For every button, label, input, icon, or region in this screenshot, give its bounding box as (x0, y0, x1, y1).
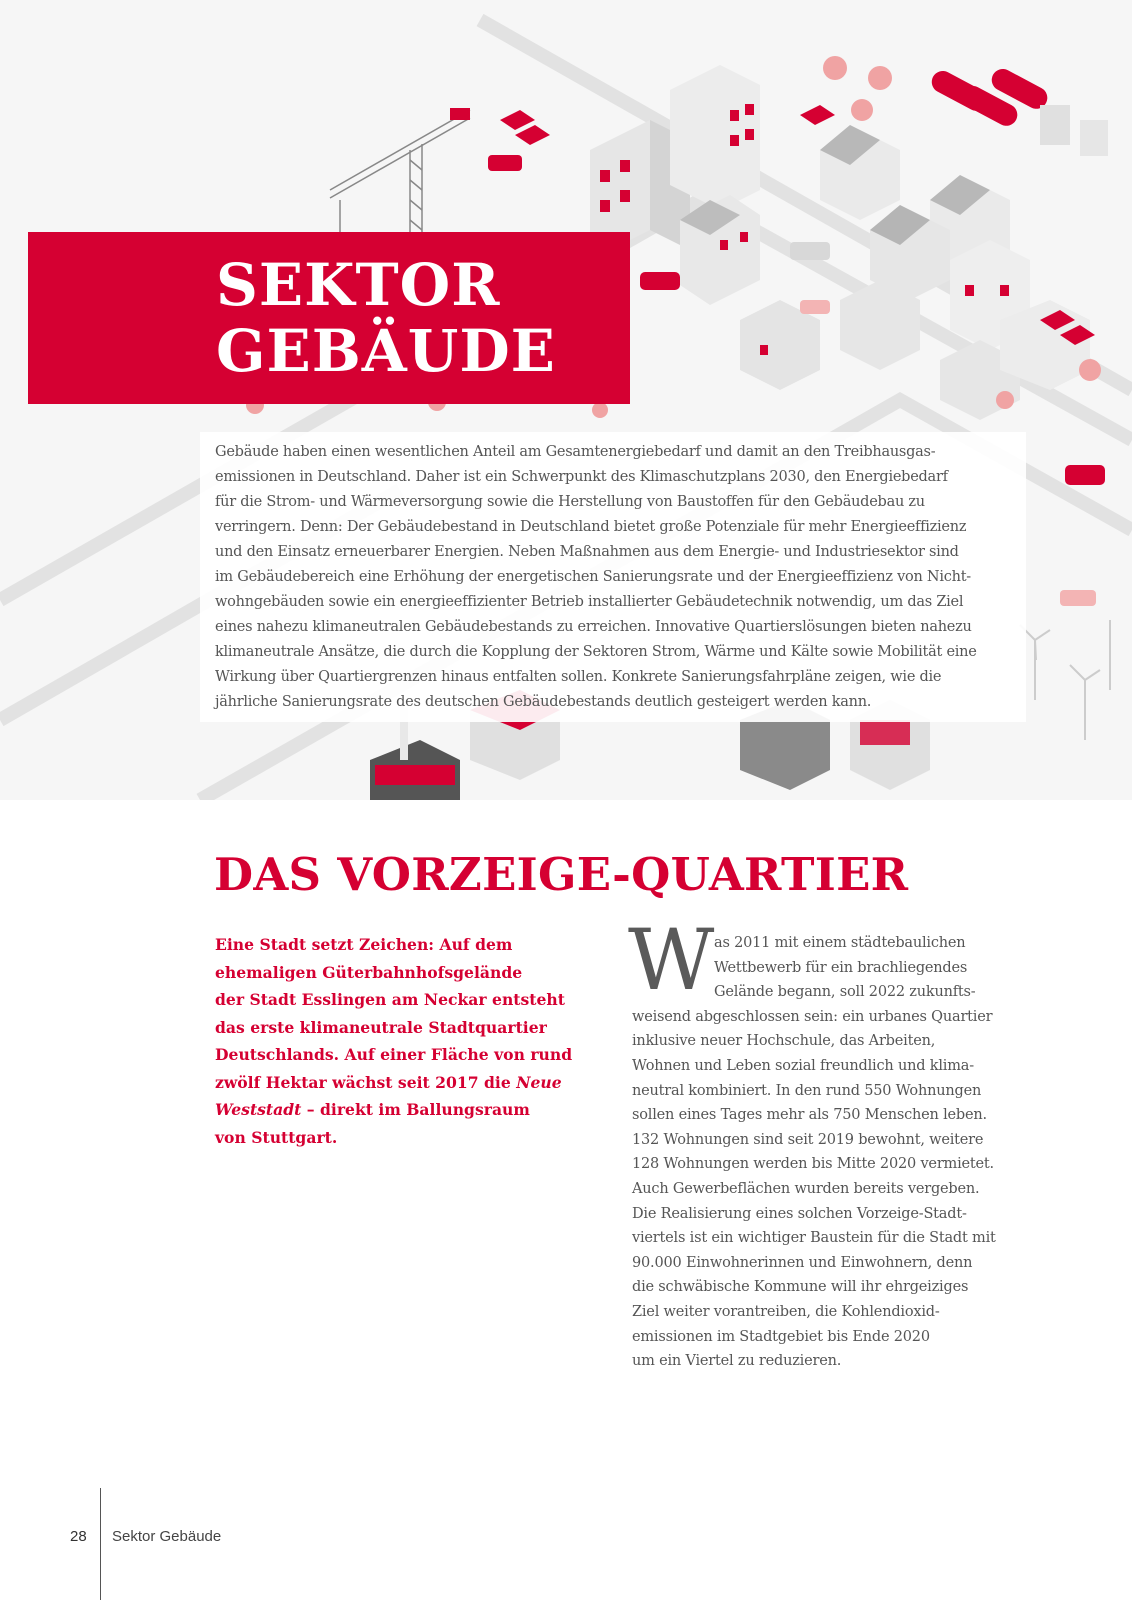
body-line: viertels ist ein wichtiger Baustein für die Stadt mit (632, 1230, 996, 1247)
intro-line: klimaneutrale Ansätze, die durch die Kopplung der Sektoren Strom, Wärme und Kälte sowie Mobilität eine (215, 644, 977, 660)
page-number: 28 (70, 1528, 87, 1545)
section-title: DAS VORZEIGE-QUARTIER (214, 848, 909, 901)
body-line: die schwäbische Kommune will ihr ehrgeiziges (632, 1279, 969, 1296)
intro-line: emissionen in Deutschland. Daher ist ein Schwerpunkt des Klimaschutzplans 2030, den Energiebedarf (215, 469, 948, 485)
body-line: Gelände begann, soll 2022 zukunfts- (714, 984, 976, 1001)
body-line: neutral kombiniert. In den rund 550 Wohnungen (632, 1082, 982, 1099)
lead-line: Eine Stadt setzt Zeichen: Auf dem (215, 935, 513, 954)
intro-line: verringern. Denn: Der Gebäudebestand in Deutschland bietet große Potenziale für mehr Energieeffizienz (215, 519, 967, 535)
body-line: weisend abgeschlossen sein: ein urbanes Quartier (632, 1008, 993, 1025)
body-line: emissionen im Stadtgebiet bis Ende 2020 (632, 1328, 930, 1345)
lead-italic: Weststadt (215, 1100, 302, 1119)
lead-line: ehemaligen Güterbahnhofsgelände (215, 962, 523, 982)
body-line: as 2011 mit einem städtebaulichen (714, 935, 966, 951)
body-line: Auch Gewerbeflächen wurden bereits vergeben. (632, 1180, 980, 1197)
body-line: 90.000 Einwohnerinnen und Einwohnern, denn (632, 1254, 973, 1271)
wind-turbine-icons (1020, 620, 1110, 740)
intro-line: im Gebäudebereich eine Erhöhung der energetischen Sanierungsrate und der Energieeffizienz von Nicht- (215, 569, 971, 585)
hero-title-line2: GEBÄUDE (216, 317, 556, 385)
lead-line (215, 1096, 595, 1124)
intro-line: für die Strom- und Wärmeversorgung sowie die Herstellung von Baustoffen für den Gebäudebau zu (215, 494, 925, 510)
lead-line: das erste klimaneutrale Stadtquartier (215, 1017, 547, 1037)
body-line: inklusive neuer Hochschule, das Arbeiten, (632, 1033, 936, 1050)
body-line: Ziel weiter vorantreiben, die Kohlendioxid- (632, 1303, 940, 1320)
body-line: sollen eines Tages mehr als 750 Menschen leben. (632, 1107, 987, 1124)
intro-line: Gebäude haben einen wesentlichen Anteil am Gesamtenergiebedarf und damit an den Treibhausgas- (215, 444, 936, 460)
footer-divider (100, 1488, 101, 1600)
intro-line: wohngebäuden sowie ein energieeffizienter Betrieb installierter Gebäudetechnik notwendig, um das Ziel (215, 594, 964, 610)
intro-line: Wirkung über Quartiergrenzen hinaus entfalten sollen. Konkrete Sanierungsfahrpläne zeigen, wie die (215, 669, 942, 685)
lead-paragraph (215, 931, 595, 1151)
body-line: 132 Wohnungen sind seit 2019 bewohnt, weitere (632, 1131, 984, 1148)
lead-text: – direkt im Ballungsraum (301, 1100, 530, 1119)
body-line: 128 Wohnungen werden bis Mitte 2020 vermietet. (632, 1156, 994, 1173)
lead-text: zwölf Hektar wächst seit 2017 die (215, 1072, 517, 1092)
body-line: Wohnen und Leben sozial freundlich und klima- (632, 1057, 974, 1074)
lead-line (215, 1069, 595, 1097)
intro-line: jährliche Sanierungsrate des deutschen Gebäudebestands deutlich gesteigert werden kann. (215, 694, 872, 710)
body-line: Wettbewerb für ein brachliegendes (714, 959, 968, 976)
lead-line: Deutschlands. Auf einer Fläche von rund (215, 1045, 573, 1064)
hero-title-line1: SEKTOR (216, 251, 501, 319)
intro-paragraph (215, 440, 1015, 715)
intro-line: eines nahezu klimaneutralen Gebäudebestands zu erreichen. Innovative Quartierslösungen bieten nahezu (215, 619, 972, 635)
crane-icon (330, 110, 470, 250)
lead-italic: Neue (516, 1072, 562, 1092)
lead-line: der Stadt Esslingen am Neckar entsteht (215, 990, 565, 1009)
running-title: Sektor Gebäude (112, 1528, 222, 1545)
body-paragraph (632, 931, 1032, 1374)
intro-line: und den Einsatz erneuerbarer Energien. Neben Maßnahmen aus dem Energie- und Industriesektor sind (215, 544, 959, 560)
lead-line: von Stuttgart. (215, 1127, 338, 1147)
body-line: um ein Viertel zu reduzieren. (632, 1353, 842, 1370)
body-line: Die Realisierung eines solchen Vorzeige-Stadt- (632, 1205, 967, 1222)
drop-cap: W (628, 911, 715, 1009)
